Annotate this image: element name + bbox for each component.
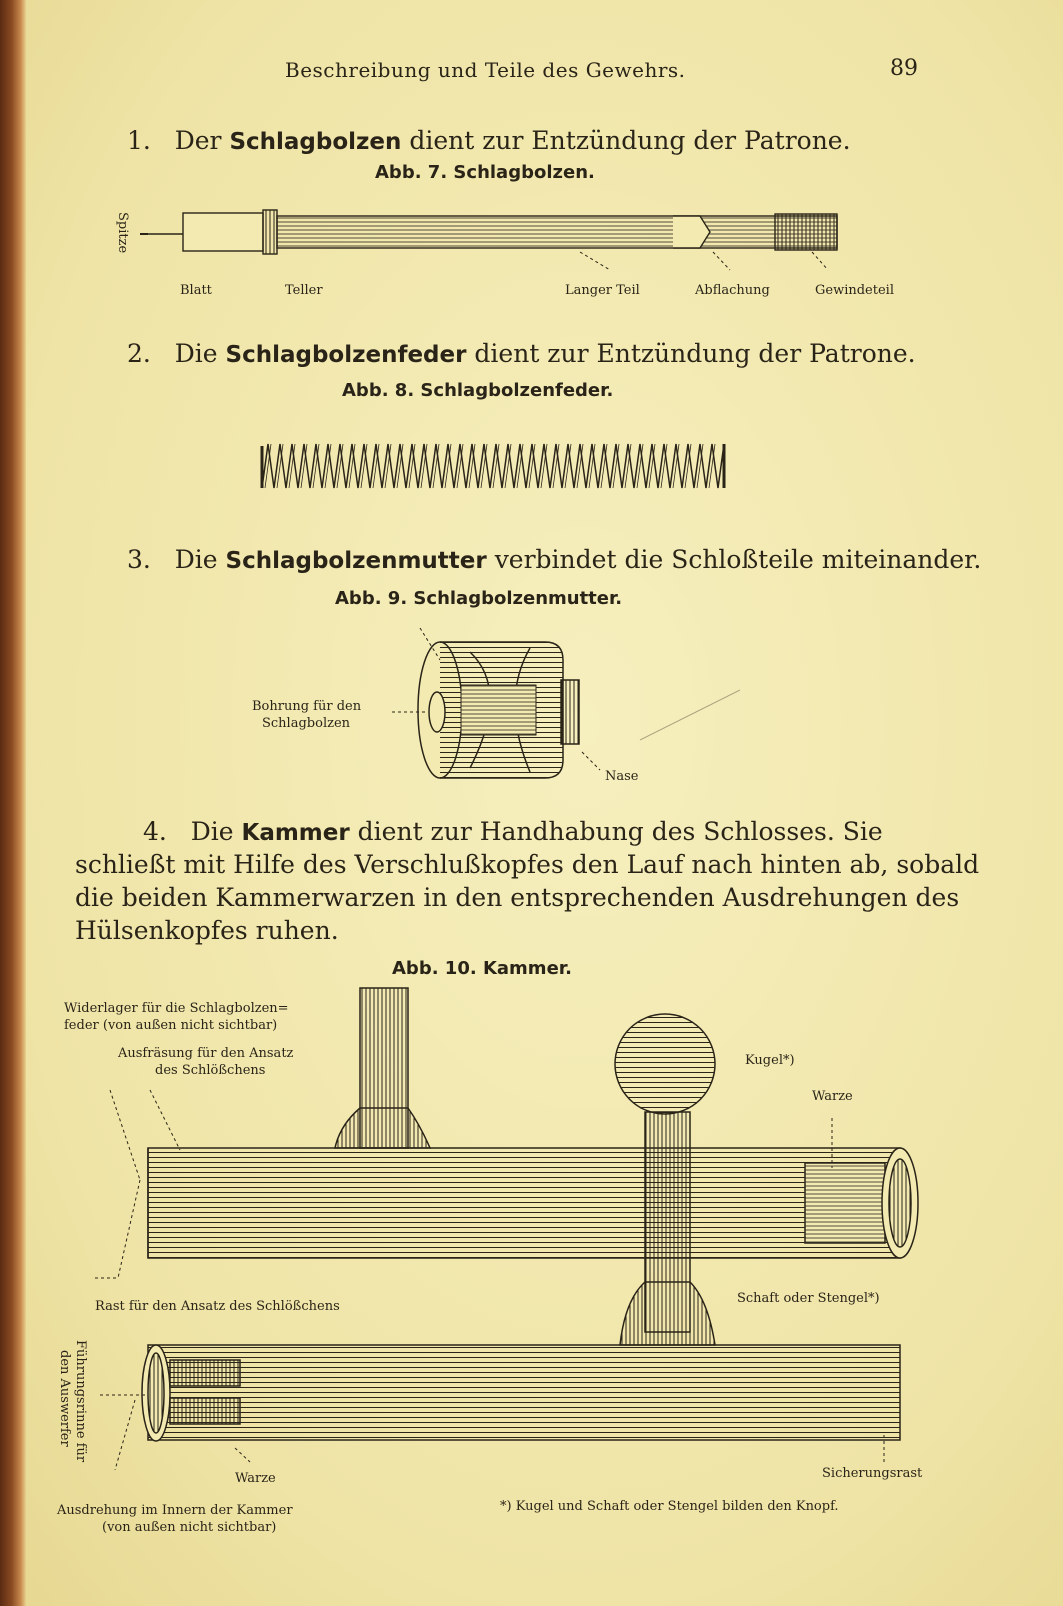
firing-pin-drawing <box>140 210 837 270</box>
item-3-paragraph: 3. Die Schlagbolzenmutter verbindet die Schloßteile miteinander. <box>127 545 982 574</box>
item-4-line: die beiden Kammerwarzen in den entsprechenden Ausdrehungen des <box>75 883 960 912</box>
term: Schlagbolzenfeder <box>225 342 467 368</box>
fig9-caption: Abb. 9. Schlagbolzenmutter. <box>335 588 623 609</box>
footnote: *) Kugel und Schaft oder Stengel bilden den Knopf. <box>500 1499 839 1514</box>
fig7-caption: Abb. 7. Schlagbolzen. <box>375 162 595 183</box>
item-4-paragraph: 4. Die Kammer dient zur Handhabung des Schlosses. Sie <box>143 817 883 846</box>
firing-pin-nut-drawing <box>392 628 740 778</box>
item-4-line: Hülsenkopfes ruhen. <box>75 916 339 945</box>
label-gewindeteil: Gewindeteil <box>815 283 894 298</box>
fig8-caption: Abb. 8. Schlagbolzenfeder. <box>342 380 614 401</box>
term: Schlagbolzen <box>229 129 402 155</box>
item-4-line: schließt mit Hilfe des Verschlußkopfes den Lauf nach hinten ab, sobald <box>75 850 980 879</box>
label-widerlager: Widerlager für die Schlagbolzen= <box>64 1001 289 1016</box>
label-bohrung: Bohrung für den <box>252 699 362 714</box>
label-widerlager-2: feder (von außen nicht sichtbar) <box>64 1018 278 1033</box>
label-fuehrungsrinne-2: den Auswerfer <box>57 1350 72 1447</box>
label-ausfraesung: Ausfräsung für den Ansatz <box>118 1046 294 1061</box>
term: Schlagbolzenmutter <box>225 548 487 574</box>
fig10-caption: Abb. 10. Kammer. <box>392 958 572 979</box>
item-2-paragraph: 2. Die Schlagbolzenfeder dient zur Entzündung der Patrone. <box>127 339 916 368</box>
item-number: 1. <box>127 126 151 155</box>
label-abflachung: Abflachung <box>695 283 770 298</box>
label-nase: Nase <box>605 769 639 784</box>
label-ausfraesung-2: des Schlößchens <box>155 1063 266 1078</box>
label-bohrung-2: Schlagbolzen <box>262 716 351 731</box>
running-header: Beschreibung und Teile des Gewehrs. <box>285 58 686 82</box>
term: Kammer <box>241 820 350 846</box>
label-rast: Rast für den Ansatz des Schlößchens <box>95 1299 340 1314</box>
label-schaft: Schaft oder Stengel*) <box>737 1291 880 1306</box>
label-kugel: Kugel*) <box>745 1053 795 1068</box>
item-1-paragraph: 1. Der Schlagbolzen dient zur Entzündung der Patrone. <box>127 126 851 155</box>
label-blatt: Blatt <box>180 283 212 298</box>
label-warze-top: Warze <box>812 1089 853 1104</box>
label-langer-teil: Langer Teil <box>565 283 640 298</box>
label-sicherungsrast: Sicherungsrast <box>822 1466 923 1481</box>
label-teller: Teller <box>285 283 323 298</box>
spring-drawing <box>260 444 726 488</box>
label-spitze: Spitze <box>115 212 130 254</box>
label-ausdrehung-2: (von außen nicht sichtbar) <box>102 1520 277 1535</box>
page-number: 89 <box>890 56 918 81</box>
label-fuehrungsrinne: Führungsrinne für <box>73 1340 88 1463</box>
label-ausdrehung: Ausdrehung im Innern der Kammer <box>57 1503 293 1518</box>
label-warze-bottom: Warze <box>235 1471 276 1486</box>
